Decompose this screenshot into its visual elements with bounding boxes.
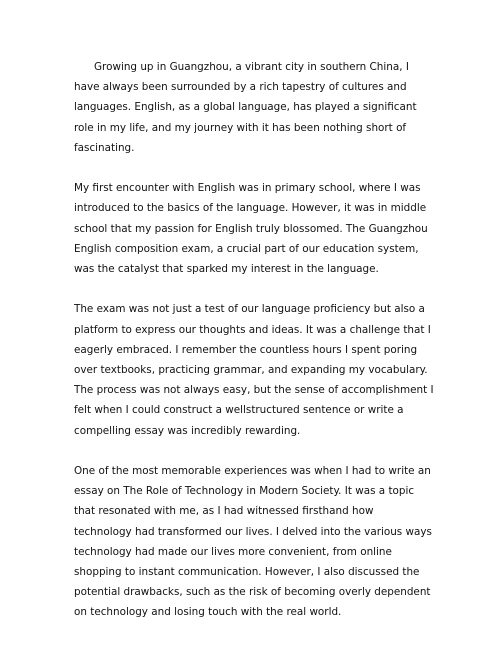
paragraph-exam-platform: The exam was not just a test of our language proficiency but also a platform to express our thoughts and ideas. It was a challenge that I eagerly embraced. I remember the countless hours I spent poring over textbooks, practicing grammar, and expanding my vocabulary. The process was not always easy, but the sense of accomplishment I felt when I could construct a wellstructured sentence or write a compelling essay was incredibly rewarding.: [74, 303, 434, 437]
paragraph-guangzhou-intro: Growing up in Guangzhou, a vibrant city in southern China, I have always been surrounded by a rich tapestry of cultures and languages. English, as a global language, has played a significant role in my life, and my journey with it has been nothing short of fascinating.: [74, 61, 417, 154]
essay-body: [74, 57, 434, 623]
paragraph-first-encounter: My first encounter with English was in primary school, where I was introduced to the basics of the language. However, it was in middle school that my passion for English truly blossomed. The Guangzhou English composition exam, a crucial part of our education system, was the catalyst that sparked my interest in the language.: [74, 182, 428, 276]
paragraph-technology-essay: One of the most memorable experiences was when I had to write an essay on The Role of Technology in Modern Society. It was a topic that resonated with me, as I had witnessed firsthand how technology had transformed our lives. I delved into the various ways technology had made our lives more convenient, from online shopping to instant communication. However, I also discussed the potential drawbacks, such as the risk of becoming overly dependent on technology and losing touch with the real world.: [74, 465, 432, 619]
